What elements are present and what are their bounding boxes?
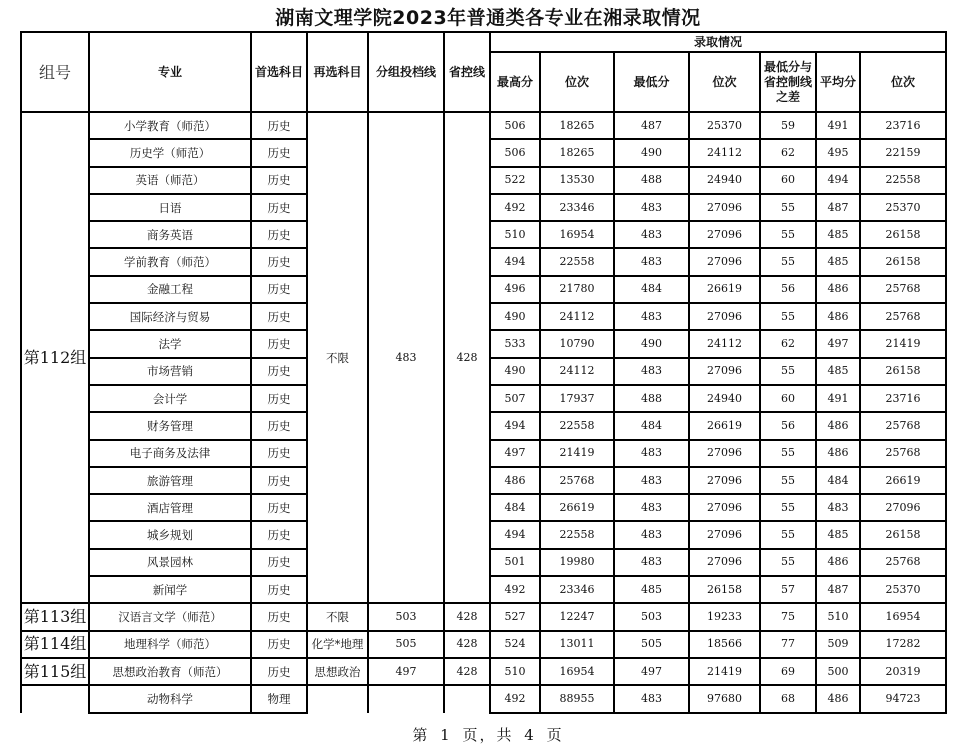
cell-min-rank: 18566: [689, 631, 760, 658]
cell-diff: 69: [760, 658, 816, 685]
header-major: 专业: [89, 32, 251, 112]
cell-avg-score: 484: [816, 467, 860, 494]
cell-avg-score: 487: [816, 194, 860, 221]
cell-major: 电子商务及法律: [89, 440, 251, 467]
cell-min-rank: 26619: [689, 276, 760, 303]
group-second-subject: 不限: [307, 603, 368, 630]
cell-diff: 60: [760, 385, 816, 412]
cell-max-score: 496: [490, 276, 540, 303]
cell-max-rank: 26619: [540, 494, 614, 521]
cell-avg-rank: 16954: [860, 603, 946, 630]
cell-first-subject: 历史: [251, 139, 307, 166]
cell-min-rank: 27096: [689, 494, 760, 521]
group-name: 第112组: [21, 112, 89, 603]
cell-first-subject: 历史: [251, 467, 307, 494]
cell-max-score: 497: [490, 440, 540, 467]
cell-min-score: 484: [614, 412, 689, 439]
cell-avg-score: 510: [816, 603, 860, 630]
cell-min-rank: 24112: [689, 330, 760, 357]
cell-avg-score: 486: [816, 549, 860, 576]
cell-diff: 75: [760, 603, 816, 630]
table-row: [21, 685, 946, 712]
page-indicator: [0, 724, 976, 745]
cell-avg-score: 486: [816, 440, 860, 467]
group-name: 第114组: [21, 631, 89, 658]
cell-major: 风景园林: [89, 549, 251, 576]
group-provincial-line: [444, 685, 490, 712]
cell-first-subject: 历史: [251, 440, 307, 467]
cell-min-score: 483: [614, 467, 689, 494]
cell-diff: 62: [760, 139, 816, 166]
cell-max-rank: 23346: [540, 194, 614, 221]
cell-min-score: 483: [614, 303, 689, 330]
cell-major: 会计学: [89, 385, 251, 412]
header-max-score: 最高分: [490, 52, 540, 112]
cell-min-rank: 27096: [689, 467, 760, 494]
header-group: 组号: [21, 32, 89, 112]
cell-avg-rank: 94723: [860, 685, 946, 712]
group-second-subject: [307, 685, 368, 712]
cell-major: 新闻学: [89, 576, 251, 603]
cell-avg-rank: 25768: [860, 440, 946, 467]
document-title: 湖南文理学院2023年普通类各专业在湘录取情况: [275, 7, 701, 29]
cell-min-score: 484: [614, 276, 689, 303]
cell-min-score: 483: [614, 358, 689, 385]
cell-major: 国际经济与贸易: [89, 303, 251, 330]
cell-first-subject: 历史: [251, 385, 307, 412]
cell-first-subject: 历史: [251, 521, 307, 548]
cell-avg-rank: 25768: [860, 276, 946, 303]
cell-first-subject: 历史: [251, 549, 307, 576]
cell-avg-rank: 26158: [860, 521, 946, 548]
header-provincial-line: 省控线: [444, 32, 490, 112]
cell-avg-score: 491: [816, 385, 860, 412]
cell-diff: 77: [760, 631, 816, 658]
cell-min-score: 485: [614, 576, 689, 603]
cell-max-score: 492: [490, 576, 540, 603]
cell-major: 日语: [89, 194, 251, 221]
cell-major: 旅游管理: [89, 467, 251, 494]
group-provincial-line: 428: [444, 631, 490, 658]
cell-min-rank: 25370: [689, 112, 760, 139]
table-row: [21, 658, 946, 685]
cell-avg-rank: 26158: [860, 221, 946, 248]
cell-min-rank: 19233: [689, 603, 760, 630]
cell-avg-score: 491: [816, 112, 860, 139]
cell-diff: 59: [760, 112, 816, 139]
cell-min-rank: 27096: [689, 248, 760, 275]
cell-avg-score: 483: [816, 494, 860, 521]
cell-min-rank: 24940: [689, 385, 760, 412]
cell-min-rank: 26158: [689, 576, 760, 603]
cell-max-score: 501: [490, 549, 540, 576]
group-name: [21, 685, 89, 712]
cell-max-rank: 18265: [540, 139, 614, 166]
cell-max-score: 492: [490, 194, 540, 221]
cell-min-score: 483: [614, 440, 689, 467]
cell-max-rank: 16954: [540, 221, 614, 248]
cell-major: 汉语言文学（师范）: [89, 603, 251, 630]
cell-min-score: 490: [614, 139, 689, 166]
cell-min-score: 483: [614, 221, 689, 248]
cell-avg-score: 495: [816, 139, 860, 166]
total-pages: 4: [524, 726, 536, 744]
cell-min-rank: 97680: [689, 685, 760, 712]
footer-suffix: 页: [546, 726, 564, 744]
cell-major: 酒店管理: [89, 494, 251, 521]
cell-max-rank: 10790: [540, 330, 614, 357]
cell-major: 地理科学（师范）: [89, 631, 251, 658]
cell-max-rank: 12247: [540, 603, 614, 630]
cell-avg-rank: 25768: [860, 303, 946, 330]
cell-avg-rank: 23716: [860, 385, 946, 412]
cell-diff: 60: [760, 167, 816, 194]
group-name: 第115组: [21, 658, 89, 685]
cell-min-rank: 27096: [689, 440, 760, 467]
cell-major: 财务管理: [89, 412, 251, 439]
cell-first-subject: 物理: [251, 685, 307, 712]
cell-min-rank: 26619: [689, 412, 760, 439]
header-diff: 最低分与省控制线之差: [760, 52, 816, 112]
cell-first-subject: 历史: [251, 658, 307, 685]
group-cutoff: 503: [368, 603, 444, 630]
cell-min-rank: 27096: [689, 194, 760, 221]
cell-diff: 55: [760, 467, 816, 494]
cell-first-subject: 历史: [251, 194, 307, 221]
cell-first-subject: 历史: [251, 358, 307, 385]
cell-major: 动物科学: [89, 685, 251, 712]
group-cutoff: 483: [368, 112, 444, 603]
cell-diff: 55: [760, 549, 816, 576]
header-second-subject: 再选科目: [307, 32, 368, 112]
cell-major: 英语（师范）: [89, 167, 251, 194]
cell-first-subject: 历史: [251, 221, 307, 248]
cell-max-score: 484: [490, 494, 540, 521]
cell-min-score: 483: [614, 685, 689, 712]
cell-first-subject: 历史: [251, 112, 307, 139]
cell-max-score: 494: [490, 521, 540, 548]
cell-min-score: 483: [614, 521, 689, 548]
cell-min-rank: 27096: [689, 303, 760, 330]
cell-max-rank: 21419: [540, 440, 614, 467]
cell-major: 学前教育（师范）: [89, 248, 251, 275]
cell-min-score: 490: [614, 330, 689, 357]
cell-min-score: 505: [614, 631, 689, 658]
cell-diff: 55: [760, 521, 816, 548]
cell-max-score: 510: [490, 221, 540, 248]
group-provincial-line: 428: [444, 658, 490, 685]
cell-max-score: 486: [490, 467, 540, 494]
cell-first-subject: 历史: [251, 276, 307, 303]
cell-avg-score: 486: [816, 276, 860, 303]
cell-min-score: 497: [614, 658, 689, 685]
header-min-score: 最低分: [614, 52, 689, 112]
cell-min-score: 483: [614, 194, 689, 221]
cell-max-score: 494: [490, 412, 540, 439]
cell-max-score: 506: [490, 112, 540, 139]
cell-max-rank: 13530: [540, 167, 614, 194]
cell-avg-score: 485: [816, 521, 860, 548]
cell-diff: 55: [760, 440, 816, 467]
footer-prefix: 第: [412, 726, 430, 744]
header-first-subject: 首选科目: [251, 32, 307, 112]
cell-diff: 56: [760, 412, 816, 439]
cell-min-rank: 24112: [689, 139, 760, 166]
cell-avg-rank: 25768: [860, 412, 946, 439]
group-cutoff: 497: [368, 658, 444, 685]
group-provincial-line: 428: [444, 603, 490, 630]
cell-max-rank: 24112: [540, 358, 614, 385]
cell-avg-rank: 26619: [860, 467, 946, 494]
cell-diff: 68: [760, 685, 816, 712]
group-cutoff: [368, 685, 444, 712]
cell-diff: 55: [760, 248, 816, 275]
header-min-rank: 位次: [689, 52, 760, 112]
group-second-subject: 化学*地理: [307, 631, 368, 658]
cell-max-rank: 24112: [540, 303, 614, 330]
cell-avg-rank: 22558: [860, 167, 946, 194]
cell-avg-rank: 21419: [860, 330, 946, 357]
cell-diff: 56: [760, 276, 816, 303]
cell-diff: 55: [760, 358, 816, 385]
group-name: 第113组: [21, 603, 89, 630]
cell-diff: 62: [760, 330, 816, 357]
table-body: [21, 112, 946, 713]
cell-avg-score: 485: [816, 358, 860, 385]
cell-max-rank: 23346: [540, 576, 614, 603]
cell-first-subject: 历史: [251, 631, 307, 658]
header-avg-score: 平均分: [816, 52, 860, 112]
cell-min-score: 483: [614, 248, 689, 275]
cell-avg-rank: 17282: [860, 631, 946, 658]
cell-avg-score: 497: [816, 330, 860, 357]
cell-max-score: 492: [490, 685, 540, 712]
cell-major: 思想政治教育（师范）: [89, 658, 251, 685]
cell-max-score: 494: [490, 248, 540, 275]
cell-major: 金融工程: [89, 276, 251, 303]
cell-avg-rank: 22159: [860, 139, 946, 166]
cell-min-rank: 21419: [689, 658, 760, 685]
cell-max-rank: 16954: [540, 658, 614, 685]
cell-min-score: 488: [614, 167, 689, 194]
cell-avg-score: 487: [816, 576, 860, 603]
cell-first-subject: 历史: [251, 494, 307, 521]
header-max-rank: 位次: [540, 52, 614, 112]
current-page: 1: [440, 726, 452, 744]
cell-avg-score: 509: [816, 631, 860, 658]
cell-first-subject: 历史: [251, 167, 307, 194]
cell-max-score: 522: [490, 167, 540, 194]
cell-avg-score: 486: [816, 303, 860, 330]
cell-avg-score: 486: [816, 685, 860, 712]
cell-max-score: 527: [490, 603, 540, 630]
cell-major: 历史学（师范）: [89, 139, 251, 166]
cell-max-score: 506: [490, 139, 540, 166]
header-group-cutoff: 分组投档线: [368, 32, 444, 112]
cell-diff: 55: [760, 221, 816, 248]
cell-min-score: 488: [614, 385, 689, 412]
cell-avg-rank: 26158: [860, 248, 946, 275]
cell-diff: 55: [760, 194, 816, 221]
cell-max-rank: 88955: [540, 685, 614, 712]
cell-avg-rank: 25370: [860, 194, 946, 221]
cell-avg-rank: 23716: [860, 112, 946, 139]
cell-max-rank: 22558: [540, 412, 614, 439]
group-second-subject: 思想政治: [307, 658, 368, 685]
group-cutoff: 505: [368, 631, 444, 658]
header-avg-rank: 位次: [860, 52, 946, 112]
table-row: [21, 603, 946, 630]
group-second-subject: 不限: [307, 112, 368, 603]
cell-first-subject: 历史: [251, 603, 307, 630]
cell-max-rank: 22558: [540, 248, 614, 275]
cell-avg-score: 494: [816, 167, 860, 194]
cell-min-rank: 27096: [689, 221, 760, 248]
cell-first-subject: 历史: [251, 248, 307, 275]
cell-min-rank: 27096: [689, 521, 760, 548]
table-row: [21, 112, 946, 139]
footer-mid: 页，共: [462, 726, 514, 744]
cell-major: 小学教育（师范）: [89, 112, 251, 139]
cell-major: 城乡规划: [89, 521, 251, 548]
cell-max-rank: 17937: [540, 385, 614, 412]
cell-avg-score: 485: [816, 248, 860, 275]
cell-major: 市场营销: [89, 358, 251, 385]
cell-min-rank: 27096: [689, 549, 760, 576]
cell-avg-rank: 25768: [860, 549, 946, 576]
cell-avg-score: 486: [816, 412, 860, 439]
cell-max-rank: 22558: [540, 521, 614, 548]
cell-max-rank: 21780: [540, 276, 614, 303]
cell-avg-score: 500: [816, 658, 860, 685]
cell-max-rank: 13011: [540, 631, 614, 658]
cell-diff: 57: [760, 576, 816, 603]
cell-first-subject: 历史: [251, 303, 307, 330]
cell-avg-rank: 20319: [860, 658, 946, 685]
table-row: [21, 631, 946, 658]
header-admission: 录取情况: [490, 32, 946, 52]
cell-avg-rank: 26158: [860, 358, 946, 385]
cell-max-score: 490: [490, 303, 540, 330]
cell-avg-rank: 27096: [860, 494, 946, 521]
cell-min-score: 483: [614, 494, 689, 521]
cell-max-score: 524: [490, 631, 540, 658]
cell-diff: 55: [760, 303, 816, 330]
group-provincial-line: 428: [444, 112, 490, 603]
cell-max-rank: 19980: [540, 549, 614, 576]
cell-max-score: 510: [490, 658, 540, 685]
cell-min-score: 503: [614, 603, 689, 630]
cell-max-score: 507: [490, 385, 540, 412]
cell-major: 法学: [89, 330, 251, 357]
cell-avg-rank: 25370: [860, 576, 946, 603]
cell-max-score: 533: [490, 330, 540, 357]
cell-max-score: 490: [490, 358, 540, 385]
cell-min-score: 487: [614, 112, 689, 139]
cell-max-rank: 18265: [540, 112, 614, 139]
cell-major: 商务英语: [89, 221, 251, 248]
cell-min-rank: 24940: [689, 167, 760, 194]
cell-first-subject: 历史: [251, 576, 307, 603]
cell-diff: 55: [760, 494, 816, 521]
cell-max-rank: 25768: [540, 467, 614, 494]
admission-table: [20, 31, 947, 714]
cell-avg-score: 485: [816, 221, 860, 248]
cell-first-subject: 历史: [251, 412, 307, 439]
cell-min-rank: 27096: [689, 358, 760, 385]
cell-min-score: 483: [614, 549, 689, 576]
cell-first-subject: 历史: [251, 330, 307, 357]
